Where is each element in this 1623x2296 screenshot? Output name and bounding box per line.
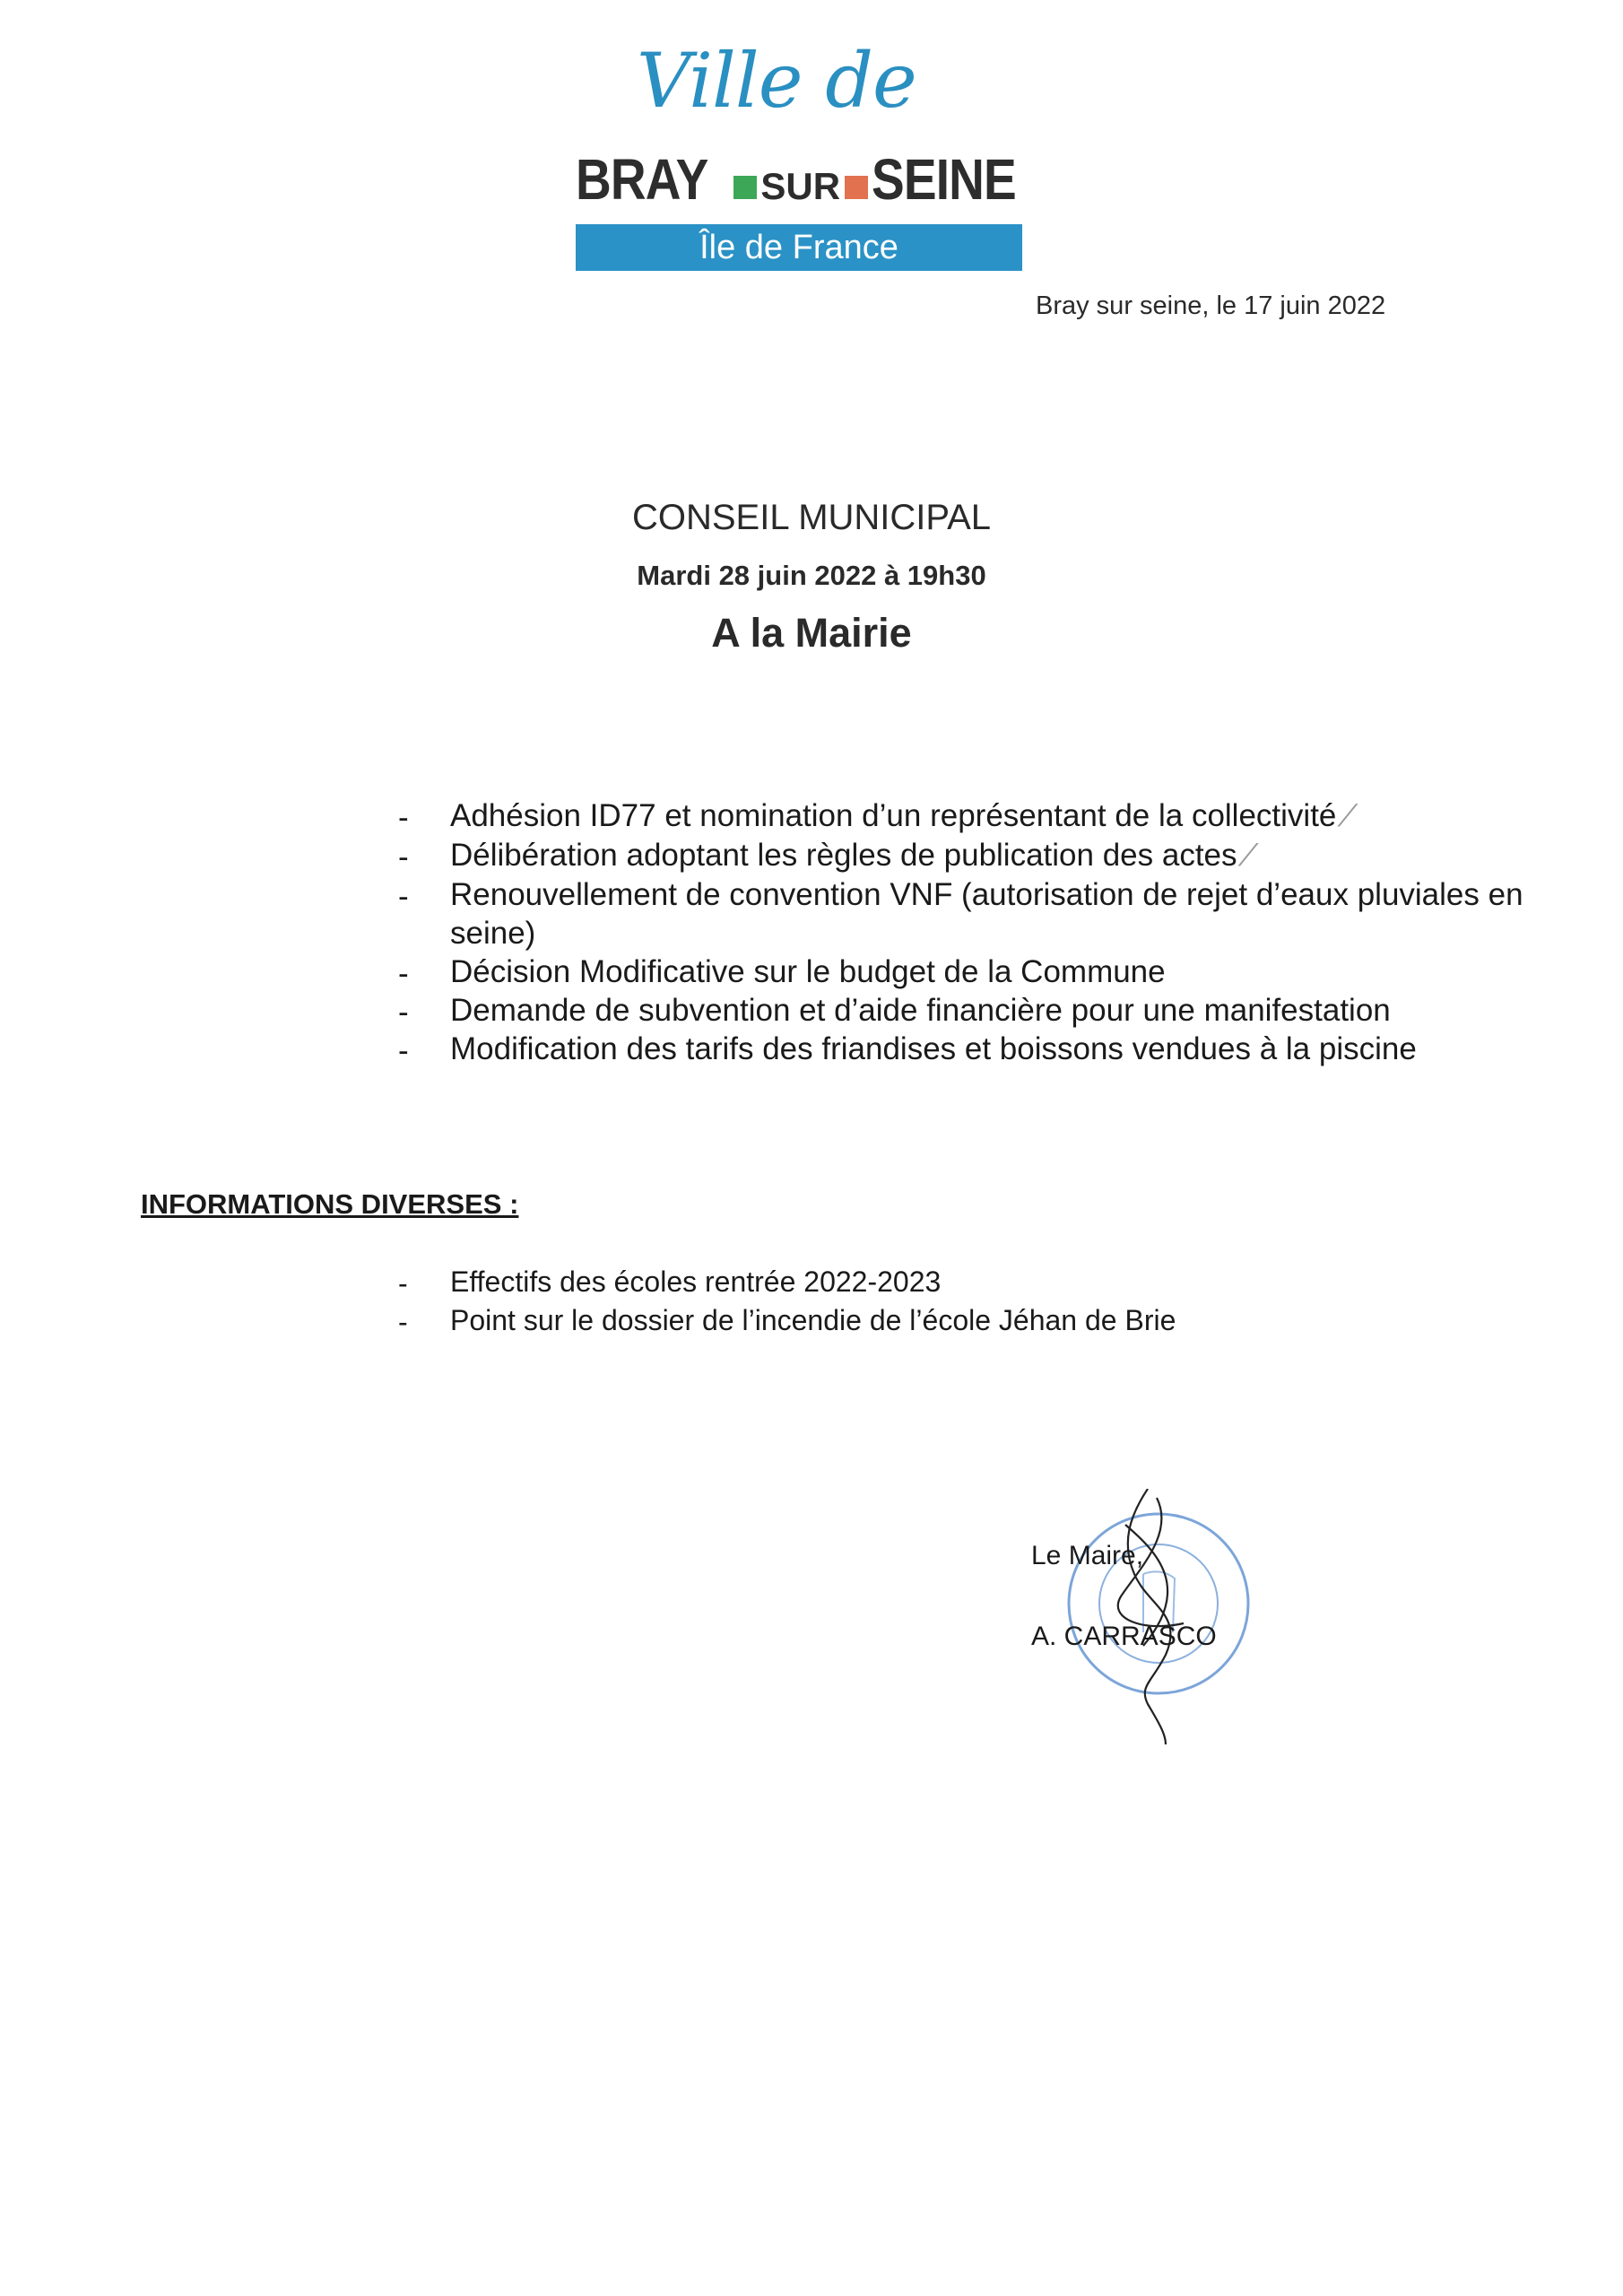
mayor-title: Le Maire, bbox=[1031, 1541, 1144, 1570]
meeting-datetime: Mardi 28 juin 2022 à 19h30 bbox=[637, 560, 986, 591]
orange-square-icon bbox=[845, 176, 868, 199]
informations-list bbox=[395, 1263, 1471, 1340]
town-logo bbox=[574, 37, 1022, 274]
informations-heading: INFORMATIONS DIVERSES : bbox=[141, 1188, 519, 1220]
agenda-item: - Décision Modificative sur le budget de la Commune bbox=[395, 952, 1524, 991]
agenda-item: - Adhésion ID77 et nomination d’un représentant de la collectivité ⁄ bbox=[395, 796, 1524, 836]
green-square-icon bbox=[733, 176, 757, 199]
logo-word-sur: SUR bbox=[760, 165, 841, 207]
agenda-list bbox=[395, 796, 1524, 1068]
agenda-item: - Renouvellement de convention VNF (autorisation de rejet d’eaux pluviales en seine) bbox=[395, 875, 1524, 952]
information-item: - Effectifs des écoles rentrée 2022-2023 bbox=[395, 1263, 1471, 1301]
agenda-item: - Demande de subvention et d’aide financière pour une manifestation bbox=[395, 991, 1524, 1030]
page-title: CONSEIL MUNICIPAL bbox=[631, 498, 992, 537]
logo-word-bray: BRAY bbox=[576, 147, 708, 212]
logo-word-seine: SEINE bbox=[871, 147, 1016, 212]
logo-wordmark bbox=[576, 146, 1039, 227]
date-line: Bray sur seine, le 17 juin 2022 bbox=[1036, 291, 1386, 320]
logo-script-text: Ville de bbox=[637, 37, 916, 125]
agenda-item: - Délibération adoptant les règles de publication des actes ⁄ bbox=[395, 836, 1524, 875]
handwritten-check-mark-icon: ⁄ bbox=[1245, 838, 1251, 874]
handwritten-check-mark-icon: ⁄ bbox=[1345, 798, 1350, 834]
mayor-name: A. CARRASCO bbox=[1031, 1622, 1217, 1651]
agenda-item: - Modification des tarifs des friandises et boissons vendues à la piscine bbox=[395, 1030, 1524, 1068]
logo-region-band: Île de France bbox=[576, 224, 1022, 271]
information-item: - Point sur le dossier de l’incendie de l’école Jéhan de Brie bbox=[395, 1301, 1471, 1340]
mairie-stamp-with-signature bbox=[1058, 1489, 1264, 1749]
meeting-location: A la Mairie bbox=[711, 610, 912, 656]
